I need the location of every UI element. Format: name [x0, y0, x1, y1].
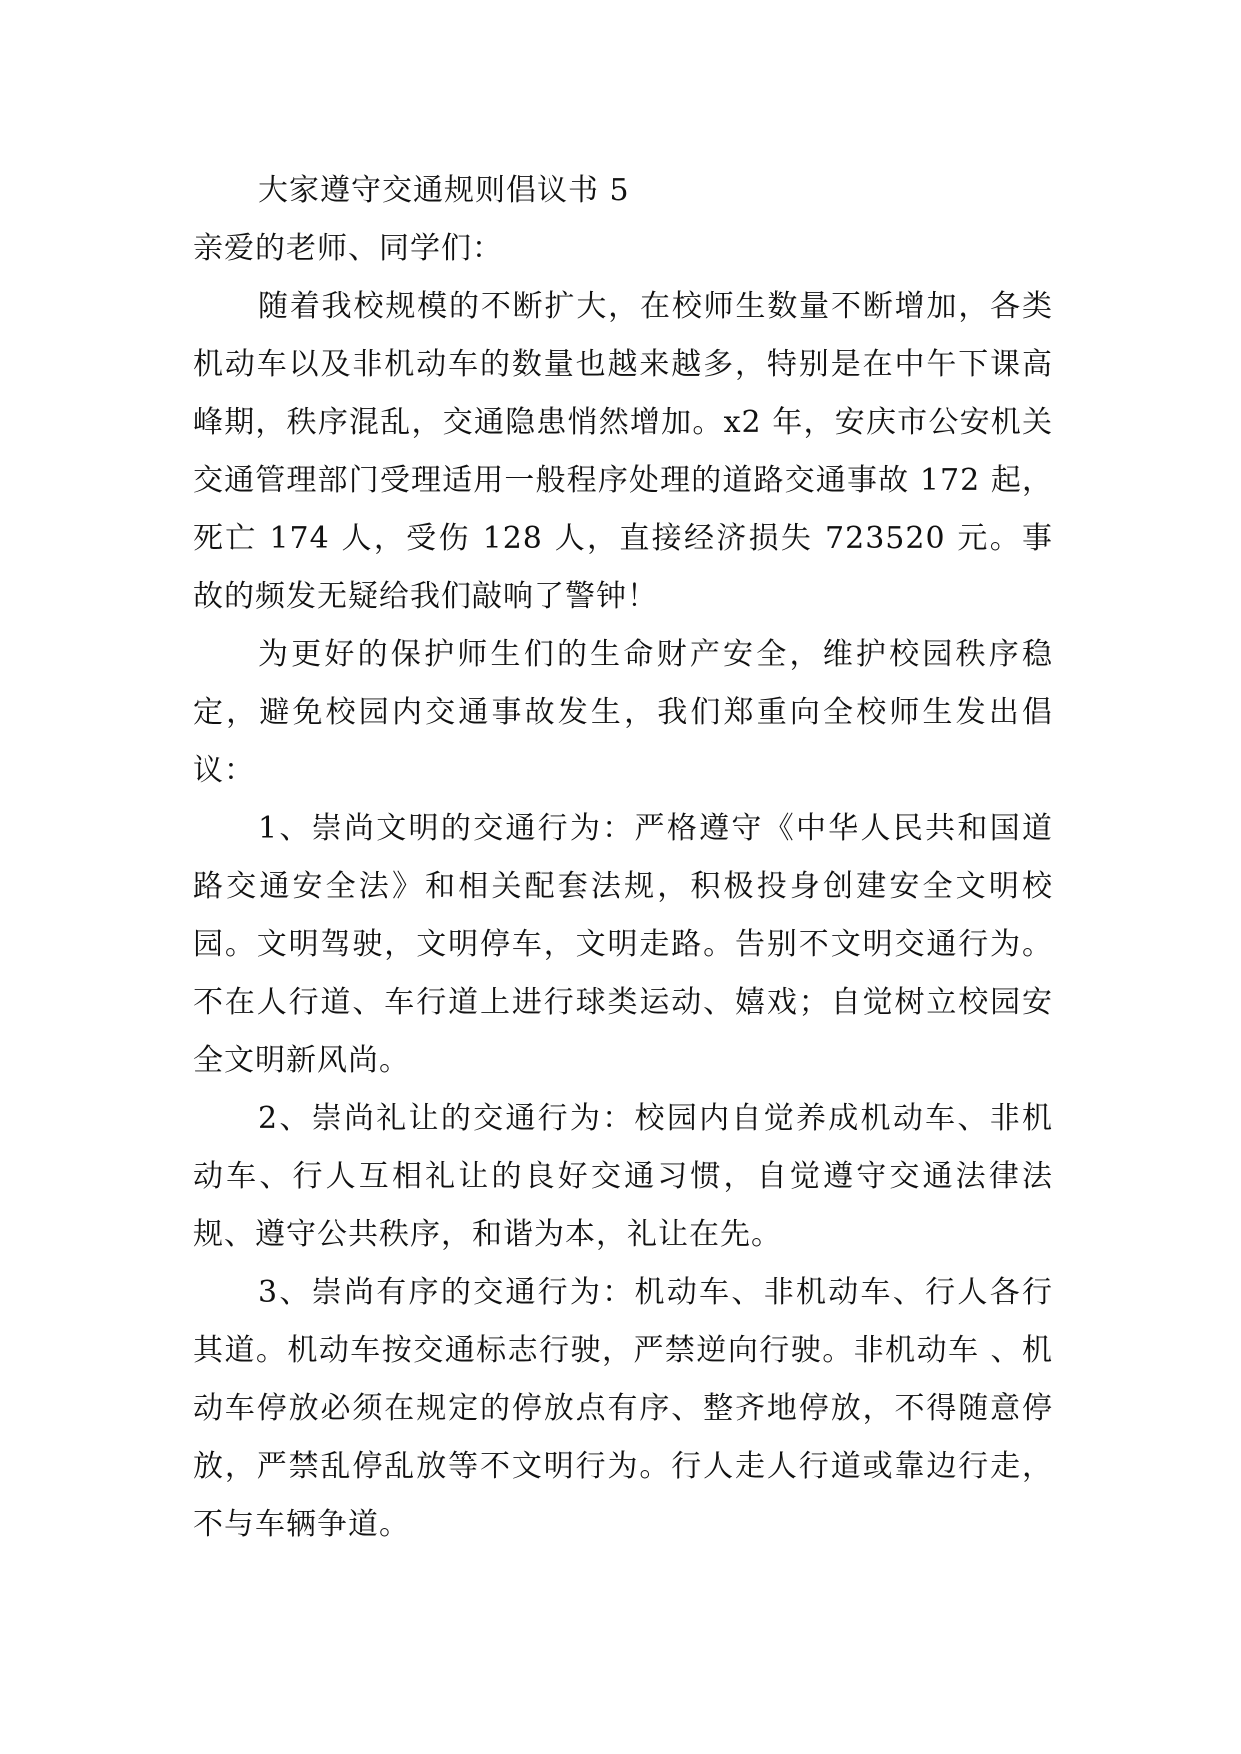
- document-body: [193, 162, 1053, 1554]
- document-title: 大家遵守交通规则倡议书 5: [258, 173, 630, 208]
- paragraph-item-3: 3、崇尚有序的交通行为：机动车、非机动车、行人各行其道。机动车按交通标志行驶，严禁逆向行驶。非机动车 、机动车停放必须在规定的停放点有序、整齐地停放，不得随意停放，严禁乱停乱放等不文明行为。行人走人行道或靠边行走，不与车辆争道。: [193, 1275, 1053, 1542]
- paragraph-item-1: 1、崇尚文明的交通行为：严格遵守《中华人民共和国道路交通安全法》和相关配套法规，积极投身创建安全文明校园。文明驾驶，文明停车，文明走路。告别不文明交通行为。不在人行道、车行道上进行球类运动、嬉戏；自觉树立校园安全文明新风尚。: [193, 811, 1053, 1078]
- salutation: 亲爱的老师、同学们：: [193, 231, 503, 266]
- paragraph-item-2: 2、崇尚礼让的交通行为：校园内自觉养成机动车、非机动车、行人互相礼让的良好交通习惯，自觉遵守交通法律法规、遵守公共秩序，和谐为本，礼让在先。: [193, 1101, 1053, 1252]
- paragraph-proposal: 为更好的保护师生们的生命财产安全，维护校园秩序稳定，避免校园内交通事故发生，我们郑重向全校师生发出倡议：: [193, 637, 1053, 788]
- paragraph-intro: 随着我校规模的不断扩大，在校师生数量不断增加，各类机动车以及非机动车的数量也越来越多，特别是在中午下课高峰期，秩序混乱，交通隐患悄然增加。x2 年，安庆市公安机关交通管理部门受理适用一般程序处理的道路交通事故 172 起，死亡 174 人，受伤 128 人，直接经济损失 723520 元。事故的频发无疑给我们敲响了警钟！: [193, 289, 1053, 614]
